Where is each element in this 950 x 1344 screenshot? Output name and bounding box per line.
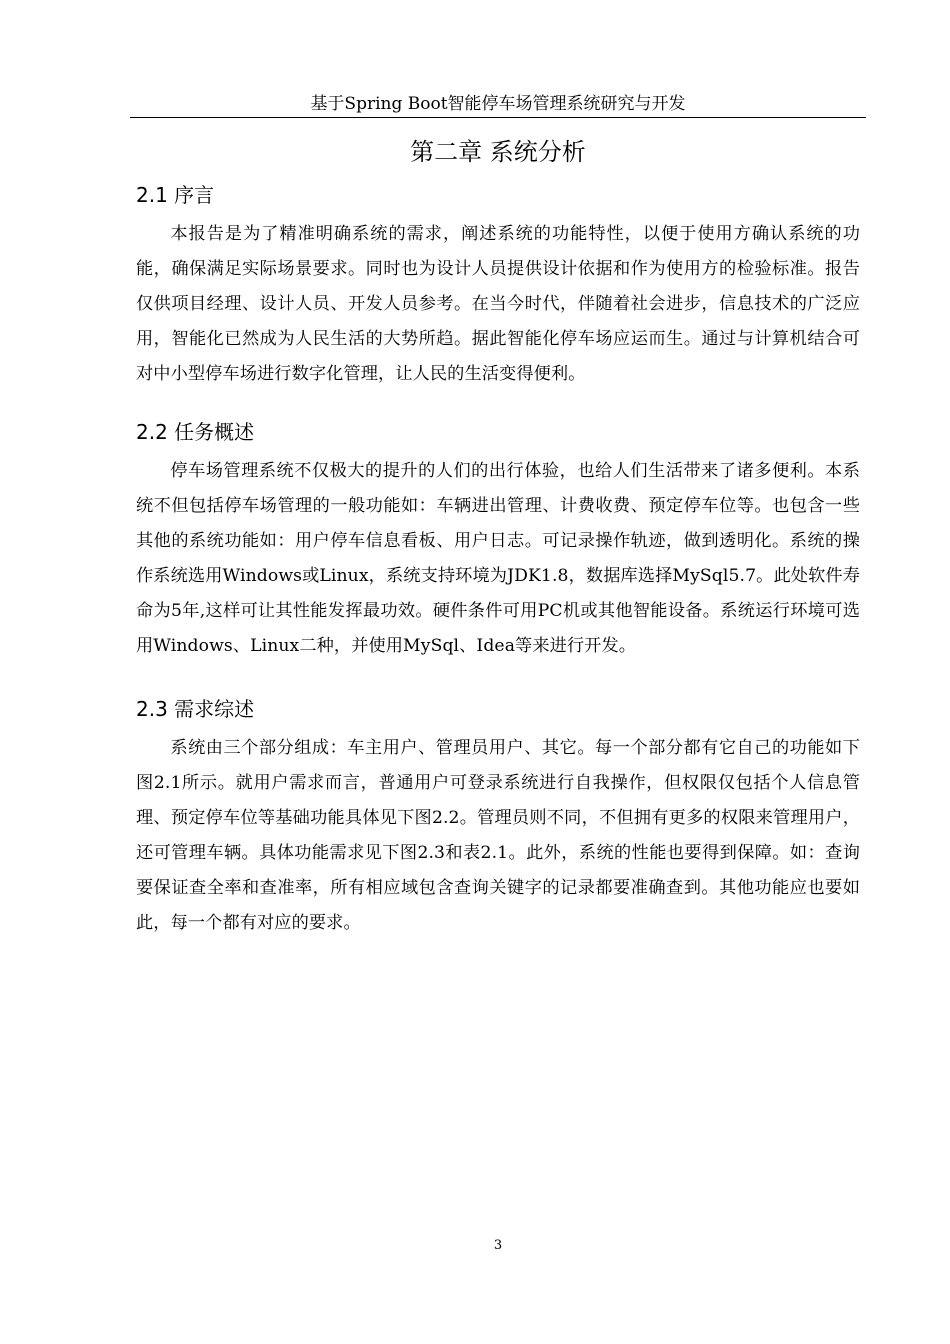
section-heading-2-1: 2.1 序言 [136, 183, 215, 207]
section-heading-2-3: 2.3 需求综述 [136, 697, 255, 721]
section-paragraph-2-3: 系统由三个部分组成：车主用户、管理员用户、其它。每一个部分都有它自己的功能如下图2.1所示。就用户需求而言，普通用户可登录系统进行自我操作，但权限仅包括个人信息管理、预定停车位等基础功能具体见下图2.2。管理员则不同，不但拥有更多的权限来管理用户，还可管理车辆。具体功能需求见下图2.3和表2.1。此外，系统的性能也要得到保障。如：查询要保证查全率和查准率，所有相应域包含查询关键字的记录都要准确查到。其他功能应也要如此，每一个都有对应的要求。 [136, 738, 860, 933]
header-divider [130, 117, 866, 118]
running-header-title: 基于Spring Boot智能停车场管理系统研究与开发 [310, 94, 686, 114]
section-paragraph-2-2: 停车场管理系统不仅极大的提升的人们的出行体验，也给人们生活带来了诸多便利。本系统不但包括停车场管理的一般功能如：车辆进出管理、计费收费、预定停车位等。也包含一些其他的系统功能如：用户停车信息看板、用户日志。可记录操作轨迹，做到透明化。系统的操作系统选用Windows或Linux，系统支持环境为JDK1.8，数据库选择MySql5.7。此处软件寿命为5年,这样可让其性能发挥最功效。硬件条件可用PC机或其他智能设备。系统运行环境可选用Windows、Linux二种，并使用MySql、Idea等来进行开发。 [136, 461, 860, 656]
section-paragraph-2-1: 本报告是为了精准明确系统的需求，阐述系统的功能特性，以便于使用方确认系统的功能，确保满足实际场景要求。同时也为设计人员提供设计依据和作为使用方的检验标准。报告仅供项目经理、设计人员、开发人员参考。在当今时代，伴随着社会进步，信息技术的广泛应用，智能化已然成为人民生活的大势所趋。据此智能化停车场应运而生。通过与计算机结合可对中小型停车场进行数字化管理，让人民的生活变得便利。 [136, 224, 860, 384]
chapter-title: 第二章 系统分析 [410, 138, 586, 166]
page-number: 3 [493, 1238, 503, 1253]
section-heading-2-2: 2.2 任务概述 [136, 420, 255, 444]
